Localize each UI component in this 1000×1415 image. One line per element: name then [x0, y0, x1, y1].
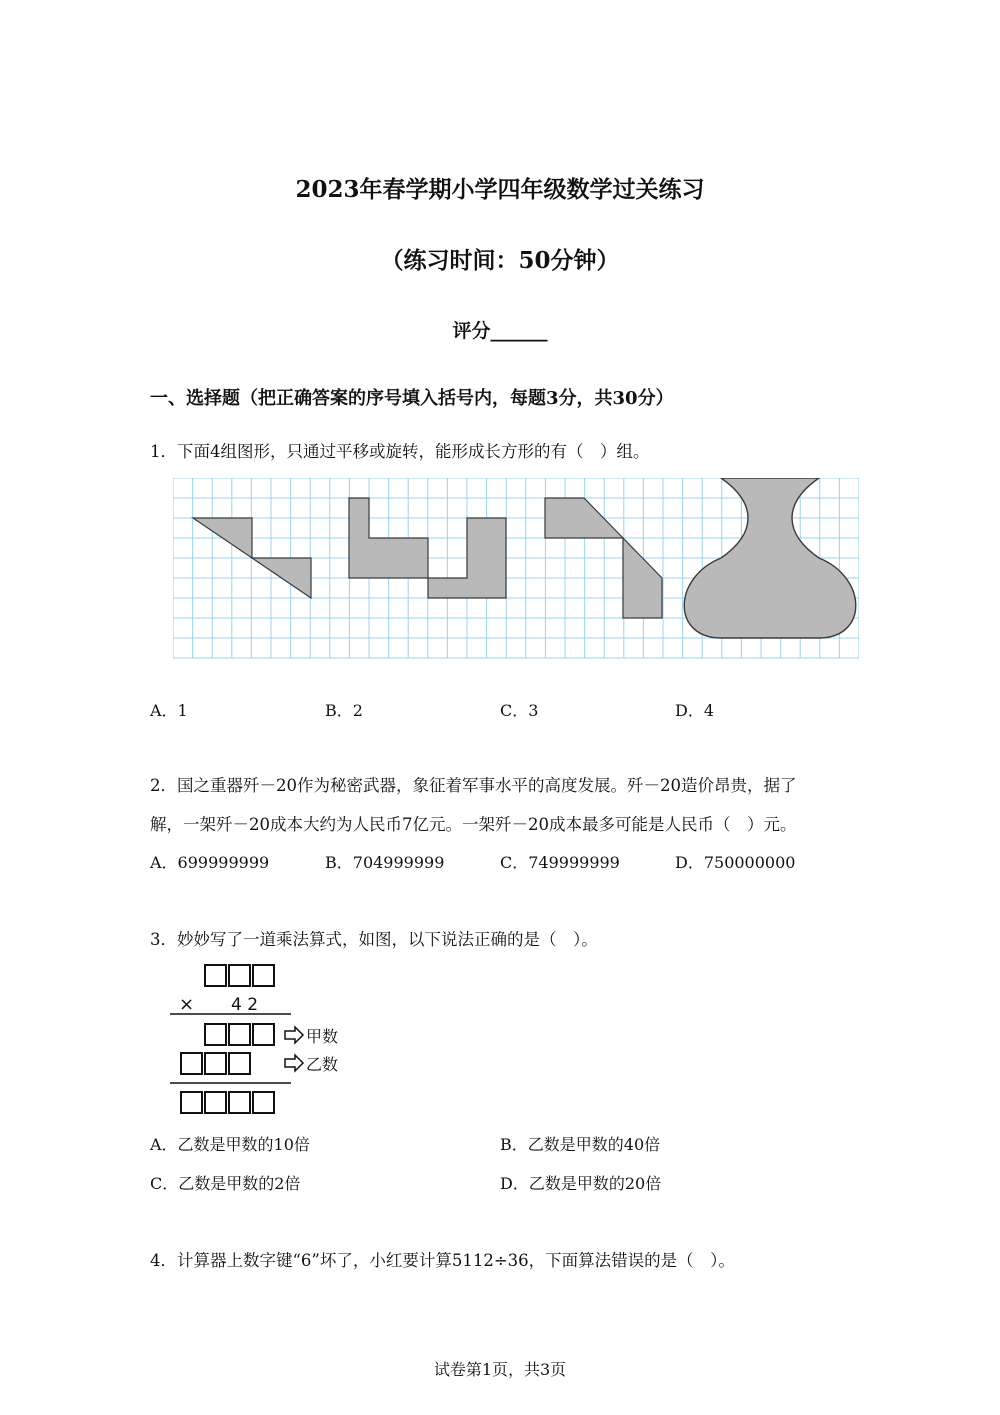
q2-option-b: B．704999999 [325, 853, 445, 872]
arrow-icon-a [285, 1027, 303, 1043]
page-subtitle: （练习时间：50分钟） [380, 247, 620, 274]
q1-option-b: B．2 [325, 701, 363, 720]
q3-option-c: C．乙数是甲数的2倍 [150, 1174, 301, 1193]
partial-a-box-2 [229, 1024, 250, 1045]
multiplicand-box-1 [205, 965, 226, 986]
multiplier-digits: 4 2 [231, 995, 259, 1015]
score-label: 评分______ [452, 320, 548, 342]
product-box-2 [205, 1092, 226, 1113]
multiplicand-box-3 [253, 965, 274, 986]
question-4-stem: 4．计算器上数字键“6”坏了，小红要计算5112÷36，下面算法错误的是（ ）。 [150, 1251, 735, 1270]
product-box-1 [181, 1092, 202, 1113]
question-1-stem: 1．下面4组图形，只通过平移或旋转，能形成长方形的有（ ）组。 [150, 442, 650, 461]
partial-a-box-3 [253, 1024, 274, 1045]
question-2-stem-line-2: 解，一架歼－20成本大约为人民币7亿元。一架歼－20成本最多可能是人民币（ ）元。 [150, 815, 797, 834]
q1-option-a: A．1 [150, 701, 188, 720]
question-3-multiplication-figure [165, 960, 365, 1120]
q2-option-c: C．749999999 [500, 853, 620, 872]
product-box-4 [253, 1092, 274, 1113]
question-2-stem-line-1: 2．国之重器歼－20作为秘密武器，象征着军事水平的高度发展。歼－20造价昂贵，据了 [150, 776, 797, 795]
product-box-3 [229, 1092, 250, 1113]
partial-b-box-3 [229, 1053, 250, 1074]
arrow-icon-b [285, 1055, 303, 1071]
question-1-grid-figure [173, 478, 859, 659]
question-3-stem: 3．妙妙写了一道乘法算式，如图，以下说法正确的是（ ）。 [150, 930, 598, 949]
partial-b-box-2 [205, 1053, 226, 1074]
label-jia-shu: 甲数 [306, 1027, 339, 1046]
q3-option-a: A．乙数是甲数的10倍 [150, 1135, 310, 1154]
multiplicand-box-2 [229, 965, 250, 986]
page-title: 2023年春学期小学四年级数学过关练习 [295, 176, 705, 203]
partial-a-box-1 [205, 1024, 226, 1045]
page-footer: 试卷第1页，共3页 [433, 1360, 567, 1379]
q1-option-c: C．3 [500, 701, 539, 720]
q3-option-b: B．乙数是甲数的40倍 [500, 1135, 661, 1154]
shape-group-3-piece-b [623, 538, 662, 618]
q3-option-d: D．乙数是甲数的20倍 [500, 1174, 662, 1193]
q1-option-d: D．4 [675, 701, 715, 720]
q2-option-d: D．750000000 [675, 853, 796, 872]
section-heading: 一、选择题（把正确答案的序号填入括号内，每题3分，共30分） [150, 388, 674, 409]
times-sign: × [179, 994, 195, 1015]
q2-option-a: A．699999999 [150, 853, 270, 872]
partial-b-box-1 [181, 1053, 202, 1074]
label-yi-shu: 乙数 [306, 1055, 339, 1074]
